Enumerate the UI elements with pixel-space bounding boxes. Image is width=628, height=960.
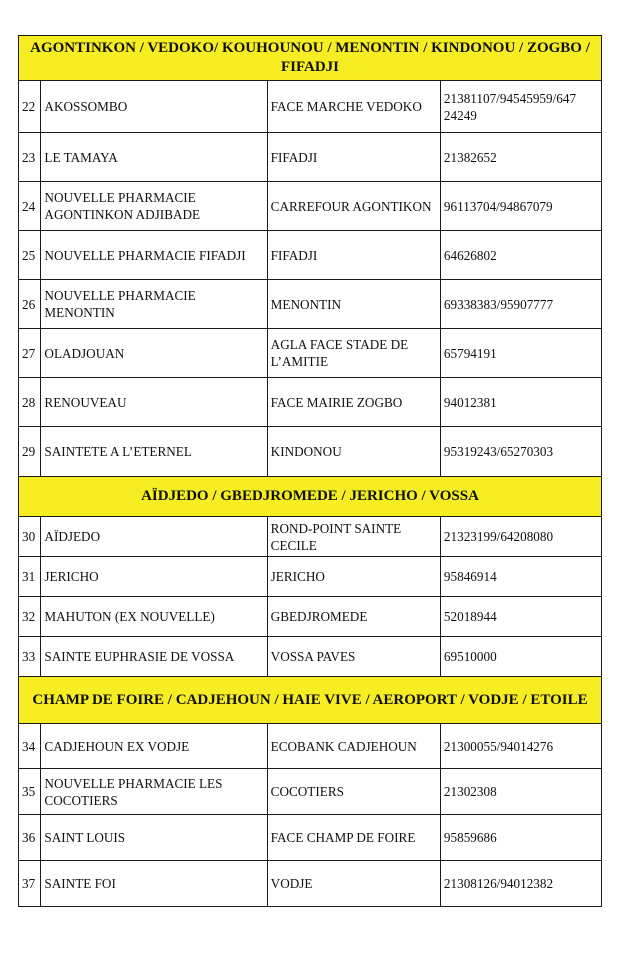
pharmacy-row — [19, 182, 602, 231]
pharmacy-number: 22 — [19, 81, 41, 133]
pharmacy-number: 36 — [19, 815, 41, 861]
pharmacy-name: AKOSSOMBO — [41, 81, 267, 133]
pharmacy-row — [19, 557, 602, 597]
pharmacy-number: 25 — [19, 231, 41, 280]
pharmacy-row — [19, 815, 602, 861]
pharmacy-number: 32 — [19, 597, 41, 637]
pharmacy-row — [19, 769, 602, 815]
pharmacy-table — [18, 35, 602, 907]
pharmacy-name: SAINTE FOI — [41, 861, 267, 907]
pharmacy-row — [19, 81, 602, 133]
pharmacy-name: NOUVELLE PHARMACIE FIFADJI — [41, 231, 267, 280]
pharmacy-number: 35 — [19, 769, 41, 815]
pharmacy-phone: 21300055/94014276 — [440, 724, 601, 769]
pharmacy-name: SAINT LOUIS — [41, 815, 267, 861]
section-title: AGONTINKON / VEDOKO/ KOUHOUNOU / MENONTIN / KINDONOU / ZOGBO / FIFADJI — [19, 36, 602, 81]
pharmacy-number: 37 — [19, 861, 41, 907]
pharmacy-address: GBEDJROMEDE — [267, 597, 440, 637]
pharmacy-address: CARREFOUR AGONTIKON — [267, 182, 440, 231]
pharmacy-number: 23 — [19, 133, 41, 182]
pharmacy-number: 31 — [19, 557, 41, 597]
pharmacy-address: KINDONOU — [267, 427, 440, 477]
pharmacy-name: AÏDJEDO — [41, 517, 267, 557]
pharmacy-table-body — [19, 36, 602, 907]
pharmacy-address: AGLA FACE STADE DE L’AMITIE — [267, 329, 440, 378]
section-header-row — [19, 677, 602, 724]
pharmacy-phone: 21382652 — [440, 133, 601, 182]
pharmacy-address: FIFADJI — [267, 133, 440, 182]
pharmacy-row — [19, 133, 602, 182]
pharmacy-row — [19, 427, 602, 477]
pharmacy-address: JERICHO — [267, 557, 440, 597]
pharmacy-name: LE TAMAYA — [41, 133, 267, 182]
pharmacy-name: CADJEHOUN EX VODJE — [41, 724, 267, 769]
pharmacy-row — [19, 637, 602, 677]
pharmacy-row — [19, 329, 602, 378]
pharmacy-address: FACE MARCHE VEDOKO — [267, 81, 440, 133]
pharmacy-row — [19, 280, 602, 329]
pharmacy-number: 34 — [19, 724, 41, 769]
pharmacy-name: NOUVELLE PHARMACIE MENONTIN — [41, 280, 267, 329]
pharmacy-name: NOUVELLE PHARMACIE LES COCOTIERS — [41, 769, 267, 815]
pharmacy-phone: 65794191 — [440, 329, 601, 378]
pharmacy-number: 29 — [19, 427, 41, 477]
pharmacy-phone: 21302308 — [440, 769, 601, 815]
pharmacy-number: 33 — [19, 637, 41, 677]
pharmacy-name: MAHUTON (EX NOUVELLE) — [41, 597, 267, 637]
pharmacy-phone: 95859686 — [440, 815, 601, 861]
pharmacy-row — [19, 517, 602, 557]
pharmacy-row — [19, 861, 602, 907]
pharmacy-phone: 64626802 — [440, 231, 601, 280]
pharmacy-name: SAINTETE A L’ETERNEL — [41, 427, 267, 477]
pharmacy-phone: 69510000 — [440, 637, 601, 677]
section-title: AÏDJEDO / GBEDJROMEDE / JERICHO / VOSSA — [19, 477, 602, 517]
pharmacy-list-sheet — [18, 35, 602, 907]
pharmacy-phone: 94012381 — [440, 378, 601, 427]
pharmacy-address: FIFADJI — [267, 231, 440, 280]
pharmacy-address: MENONTIN — [267, 280, 440, 329]
pharmacy-phone: 96113704/94867079 — [440, 182, 601, 231]
pharmacy-number: 24 — [19, 182, 41, 231]
pharmacy-address: VOSSA PAVES — [267, 637, 440, 677]
pharmacy-phone: 95319243/65270303 — [440, 427, 601, 477]
pharmacy-number: 28 — [19, 378, 41, 427]
pharmacy-row — [19, 231, 602, 280]
pharmacy-phone: 95846914 — [440, 557, 601, 597]
pharmacy-address: COCOTIERS — [267, 769, 440, 815]
pharmacy-name: JERICHO — [41, 557, 267, 597]
section-title: CHAMP DE FOIRE / CADJEHOUN / HAIE VIVE / AEROPORT / VODJE / ETOILE — [19, 677, 602, 724]
pharmacy-address: ECOBANK CADJEHOUN — [267, 724, 440, 769]
pharmacy-name: SAINTE EUPHRASIE DE VOSSA — [41, 637, 267, 677]
pharmacy-name: OLADJOUAN — [41, 329, 267, 378]
pharmacy-phone: 21308126/94012382 — [440, 861, 601, 907]
pharmacy-phone: 52018944 — [440, 597, 601, 637]
pharmacy-number: 26 — [19, 280, 41, 329]
pharmacy-address: FACE CHAMP DE FOIRE — [267, 815, 440, 861]
section-header-row — [19, 477, 602, 517]
pharmacy-name: RENOUVEAU — [41, 378, 267, 427]
pharmacy-address: FACE MAIRIE ZOGBO — [267, 378, 440, 427]
section-header-row — [19, 36, 602, 81]
pharmacy-phone: 69338383/95907777 — [440, 280, 601, 329]
pharmacy-row — [19, 724, 602, 769]
pharmacy-number: 30 — [19, 517, 41, 557]
pharmacy-address: VODJE — [267, 861, 440, 907]
pharmacy-address: ROND-POINT SAINTE CECILE — [267, 517, 440, 557]
pharmacy-number: 27 — [19, 329, 41, 378]
pharmacy-row — [19, 597, 602, 637]
pharmacy-phone: 21323199/64208080 — [440, 517, 601, 557]
pharmacy-phone: 21381107/94545959/647 24249 — [440, 81, 601, 133]
pharmacy-row — [19, 378, 602, 427]
pharmacy-name: NOUVELLE PHARMACIE AGONTINKON ADJIBADE — [41, 182, 267, 231]
